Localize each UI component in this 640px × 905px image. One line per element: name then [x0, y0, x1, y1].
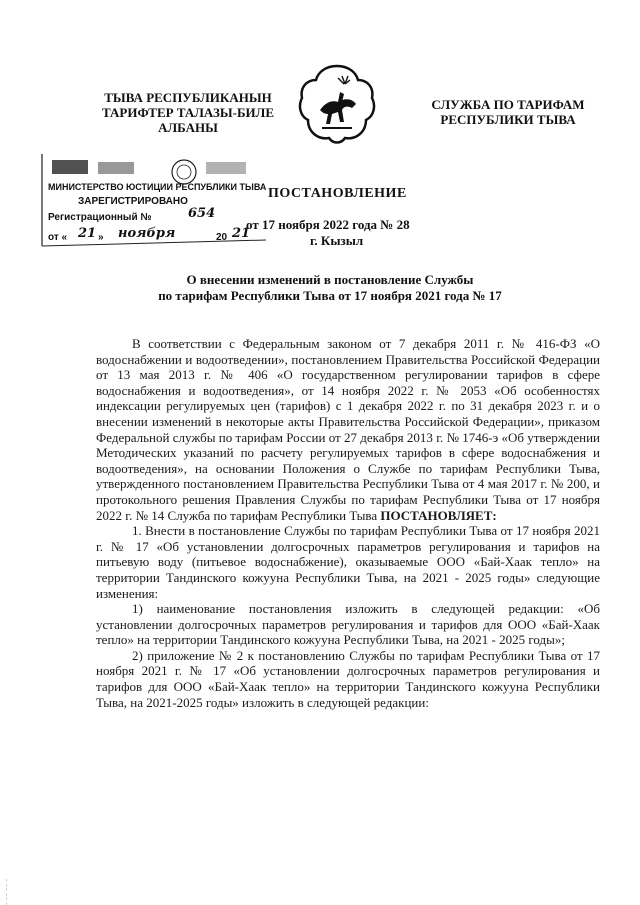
document-city: г. Кызыл: [310, 233, 364, 248]
document-subject: [100, 272, 560, 304]
header-left-line: ТАРИФТЕР ТАЛАЗЫ-БИЛЕ: [101, 105, 275, 120]
preamble-decree-word: ПОСТАНОВЛЯЕТ:: [380, 507, 497, 523]
stamp-reg-number: 654: [188, 206, 216, 221]
item-1-paragraph: 1. Внести в постановление Службы по тарифам Республики Тыва от 17 ноября 2021 г. № 17 «Об установлении долгосрочных параметров регулирования и тарифов на питьевую воду (питьевое водоснабжение), оказываемые ООО «Бай-Хаак тепло» на территории Тандинского кожууна Республики Тыва, на 2021 - 2025 годы» следующие изменения:: [96, 523, 600, 601]
preamble-text: В соответствии с Федеральным законом от 7 декабря 2011 г. № 416-ФЗ «О водоснабжении и водоотведении», постановлением Правительства Российской Федерации от 13 мая 2013 г. № 406 «О государственном регулировании тарифов в сфере водоснабжения и водоотведения», от 14 ноября 2022 г. № 2053 «Об особенностях индексации регулируемых цен (тарифов) с 1 декабря 2022 г. по 31 декабря 2023 г. и о внесении изменений в некоторые акты Правительства Российской Федерации», приказом Федеральной службы по тарифам России от 27 декабря 2013 г. № 1746-э «Об утверждении Методических указаний по расчету регулируемых тарифов в сфере водоснабжения и водоотведения», на основании Положения о Службе по тарифам Республики Тыва, утвержденного постановлением Правительства Республики Тыва от 4 мая 2017 г. № 200, и протокольного решения Правления Службы по тарифам Республики Тыва от 17 ноября 2022 г. № 14 Служба по тарифам Республики Тыва: [96, 336, 600, 523]
subject-line: по тарифам Республики Тыва от 17 ноября 2021 года № 17: [158, 288, 502, 303]
header-right-line: РЕСПУБЛИКИ ТЫВА: [440, 112, 576, 127]
header-left-line: ТЫВА РЕСПУБЛИКАНЫН: [104, 90, 272, 105]
item-1-1-paragraph: 1) наименование постановления изложить в следующей редакции: «Об установлении долгосрочных параметров регулирования и тарифов для ООО «Бай-Хаак тепло» на территории Тандинского кожууна Республики Тыва, на 2021 - 2025 годы»;: [96, 601, 600, 648]
document-date-number: от 17 ноября 2022 года № 28: [246, 217, 410, 232]
stamp-reg-label: Регистрационный №: [48, 212, 152, 223]
stamp-date-year: 21: [232, 226, 251, 241]
header-left-org-name: [88, 90, 288, 135]
stamp-date-day: 21: [78, 226, 97, 241]
stamp-registered-text: ЗАРЕГИСТРИРОВАНО: [78, 196, 188, 207]
stamp-date-sep: »: [98, 232, 104, 243]
registration-stamp: [38, 150, 268, 250]
header-right-org-name: [408, 97, 608, 127]
header-left-line: АЛБАНЫ: [158, 120, 218, 135]
tuva-coat-of-arms-icon: [298, 62, 376, 148]
document-body: [96, 336, 600, 710]
item-1-2-paragraph: 2) приложение № 2 к постановлению Службы по тарифам Республики Тыва от 17 ноября 2021 г. № 17 «Об установлении долгосрочных параметров регулирования и тарифов для ООО «Бай-Хаак тепло» на территории Тандинского кожууна Республики Тыва, на 2021-2025 годы» изложить в следующей редакции:: [96, 647, 600, 710]
stamp-ministry-text: МИНИСТЕРСТВО ЮСТИЦИИ РЕСПУБЛИКИ ТЫВА: [48, 182, 267, 192]
stamp-date-month: ноября: [118, 226, 176, 241]
document-title: ПОСТАНОВЛЕНИЕ: [268, 186, 407, 201]
header-right-line: СЛУЖБА ПО ТАРИФАМ: [431, 97, 585, 112]
scan-margin-marks: ¦ ¦ ¦: [6, 878, 8, 905]
stamp-date-prefix: от «: [48, 232, 68, 243]
subject-line: О внесении изменений в постановление Службы: [186, 272, 474, 287]
preamble-paragraph: [96, 336, 600, 523]
stamp-date-year-prefix: 20: [216, 232, 228, 243]
